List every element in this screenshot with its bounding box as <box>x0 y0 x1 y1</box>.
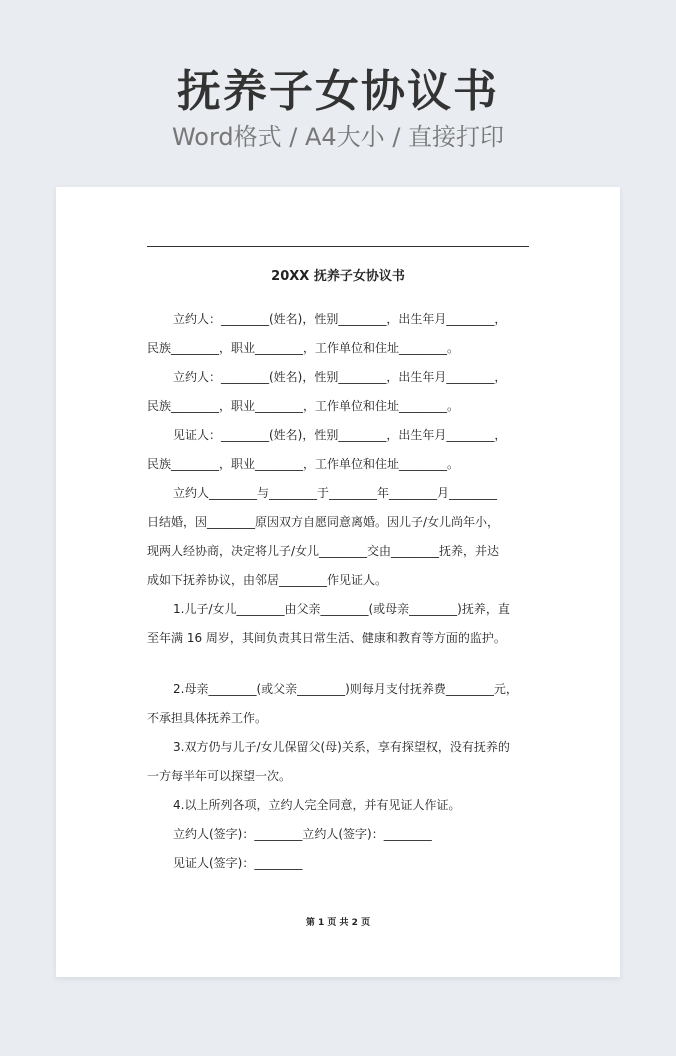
clause-4-line-1: 4.以上所列各项，立约人完全同意，并有见证人作证。 <box>173 798 461 812</box>
party-1-line-2: 民族________，职业________，工作单位和住址________。 <box>147 341 460 355</box>
witness-line-2: 民族________，职业________，工作单位和住址________。 <box>147 457 460 471</box>
header-rule <box>147 246 529 247</box>
party-2-line-1: 立约人：________(姓名)，性别________，出生年月________， <box>173 370 507 384</box>
clause-3-line-1: 3.双方仍与儿子/女儿保留父(母)关系，享有探望权，没有抚养的 <box>173 740 510 754</box>
preamble-line-4: 成如下抚养协议，由邻居________作见证人。 <box>147 573 388 587</box>
preamble-line-2: 日结婚，因________原因双方自愿同意离婚。因儿子/女儿尚年小， <box>147 515 500 529</box>
clause-2-line-2: 不承担具体抚养工作。 <box>147 711 268 725</box>
document-title: 20XX 抚养子女协议书 <box>271 269 405 284</box>
signature-witness: 见证人(签字)：________ <box>173 856 303 870</box>
clause-1-line-1: 1.儿子/女儿________由父亲________(或母亲________)抚养，直 <box>173 602 510 616</box>
banner-subtitle: Word格式 / A4大小 / 直接打印 <box>171 123 505 151</box>
party-1-line-1: 立约人：________(姓名)，性别________，出生年月________， <box>173 312 507 326</box>
party-2-line-2: 民族________，职业________，工作单位和住址________。 <box>147 399 460 413</box>
clause-3-line-2: 一方每半年可以探望一次。 <box>147 769 292 783</box>
preamble-line-3: 现两人经协商，决定将儿子/女儿________交由________抚养，并达 <box>147 544 500 558</box>
preamble-line-1: 立约人________与________于________年________月________ <box>173 486 498 500</box>
document-page <box>56 187 620 977</box>
document-body <box>147 305 533 878</box>
page-footer: 第 1 页 共 2 页 <box>305 918 371 928</box>
signature-parties: 立约人(签字)：________立约人(签字)：________ <box>173 827 432 841</box>
witness-line-1: 见证人：________(姓名)，性别________，出生年月________， <box>173 428 507 442</box>
clause-1-line-2: 至年满 16 周岁，其间负责其日常生活、健康和教育等方面的监护。 <box>147 631 506 645</box>
clause-2-line-1: 2.母亲________(或父亲________)则每月支付抚养费________元， <box>173 682 518 696</box>
banner-title: 抚养子女协议书 <box>177 66 499 117</box>
